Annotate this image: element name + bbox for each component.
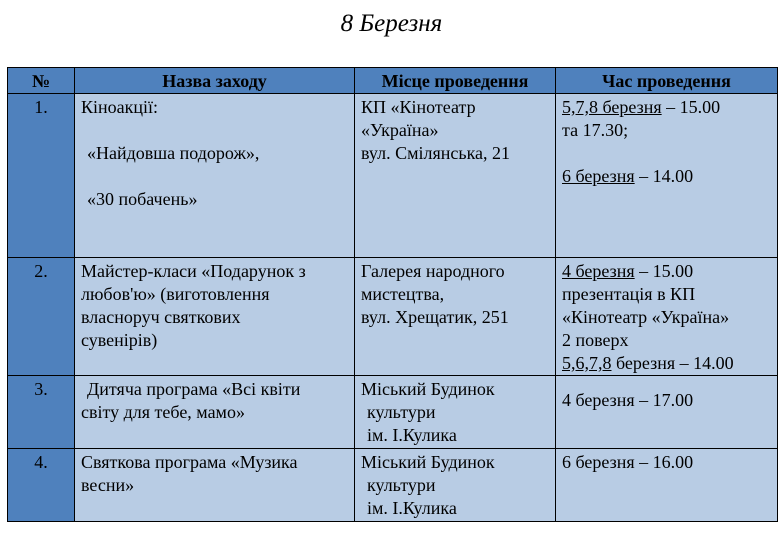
- event-name-line: Майстер-класи «Подарунок з: [81, 261, 306, 281]
- event-venue: [355, 94, 556, 258]
- page-title: 8 Березня: [340, 10, 443, 37]
- event-venue: [355, 449, 556, 522]
- event-name-line: «Найдовша подорож»,: [87, 143, 260, 163]
- header-venue: Місце проведення: [355, 68, 556, 94]
- events-table: [7, 67, 778, 522]
- event-name: [75, 258, 355, 376]
- venue-line: вул. Смілянська, 21: [361, 143, 511, 163]
- table-row: [8, 376, 778, 449]
- event-name-line: власноруч святкових: [81, 307, 241, 327]
- venue-line: КП «Кінотеатр: [361, 97, 476, 117]
- time-date: 5,6,7,8: [562, 353, 612, 373]
- header-event-name: Назва заходу: [75, 68, 355, 94]
- venue-line: культури: [367, 475, 436, 495]
- venue-line: ім. І.Кулика: [367, 498, 457, 518]
- time-line: 2 поверх: [562, 330, 629, 350]
- time-line: 4 березня – 17.00: [562, 390, 694, 410]
- time-line: та 17.30;: [562, 120, 629, 140]
- venue-line: Галерея народного: [361, 261, 505, 281]
- table-row: [8, 449, 778, 522]
- event-name: [75, 449, 355, 522]
- event-time: [556, 258, 778, 376]
- venue-line: культури: [367, 402, 436, 422]
- header-number: №: [8, 68, 75, 94]
- row-number: 3.: [8, 376, 75, 449]
- venue-line: вул. Хрещатик, 251: [361, 307, 509, 327]
- event-name-line: Святкова програма «Музика: [81, 452, 298, 472]
- event-venue: [355, 376, 556, 449]
- time-date: 6 березня: [562, 166, 635, 186]
- table-header-row: [8, 68, 778, 94]
- table-row: [8, 258, 778, 376]
- time-hour: – 15.00: [661, 97, 721, 117]
- time-line: презентація в КП: [562, 284, 696, 304]
- time-hour: – 14.00: [634, 166, 694, 186]
- header-time: Час проведення: [556, 68, 778, 94]
- venue-line: «Україна»: [361, 120, 439, 140]
- row-number: 1.: [8, 94, 75, 258]
- venue-line: ім. І.Кулика: [367, 425, 457, 445]
- time-hour: березня – 14.00: [611, 353, 734, 373]
- row-number: 2.: [8, 258, 75, 376]
- time-line: [562, 260, 771, 283]
- time-date: 5,7,8 березня: [562, 97, 662, 117]
- time-line: 6 березня – 16.00: [562, 452, 694, 472]
- time-line: «Кінотеатр «Україна»: [562, 307, 730, 327]
- venue-line: Міський Будинок: [361, 379, 495, 399]
- event-name-line: Дитяча програма «Всі квіти: [87, 379, 301, 399]
- event-name: [75, 376, 355, 449]
- venue-line: мистецтва,: [361, 284, 445, 304]
- time-hour: – 15.00: [634, 261, 694, 281]
- event-name-line: «30 побачень»: [87, 189, 198, 209]
- event-name-line: Кіноакції:: [81, 97, 159, 117]
- time-date: 4 березня: [562, 261, 635, 281]
- event-time: [556, 449, 778, 522]
- table-row: [8, 94, 778, 258]
- time-line: [562, 96, 771, 119]
- event-time: [556, 376, 778, 449]
- time-line: [562, 352, 771, 375]
- event-name: [75, 94, 355, 258]
- event-name-line: сувенірів): [81, 330, 158, 350]
- event-name-line: весни»: [81, 475, 135, 495]
- event-name-line: любов'ю» (виготовлення: [81, 284, 270, 304]
- row-number: 4.: [8, 449, 75, 522]
- event-name-line: світу для тебе, мамо»: [81, 402, 245, 422]
- event-venue: [355, 258, 556, 376]
- event-time: [556, 94, 778, 258]
- venue-line: Міський Будинок: [361, 452, 495, 472]
- time-line: [562, 165, 771, 188]
